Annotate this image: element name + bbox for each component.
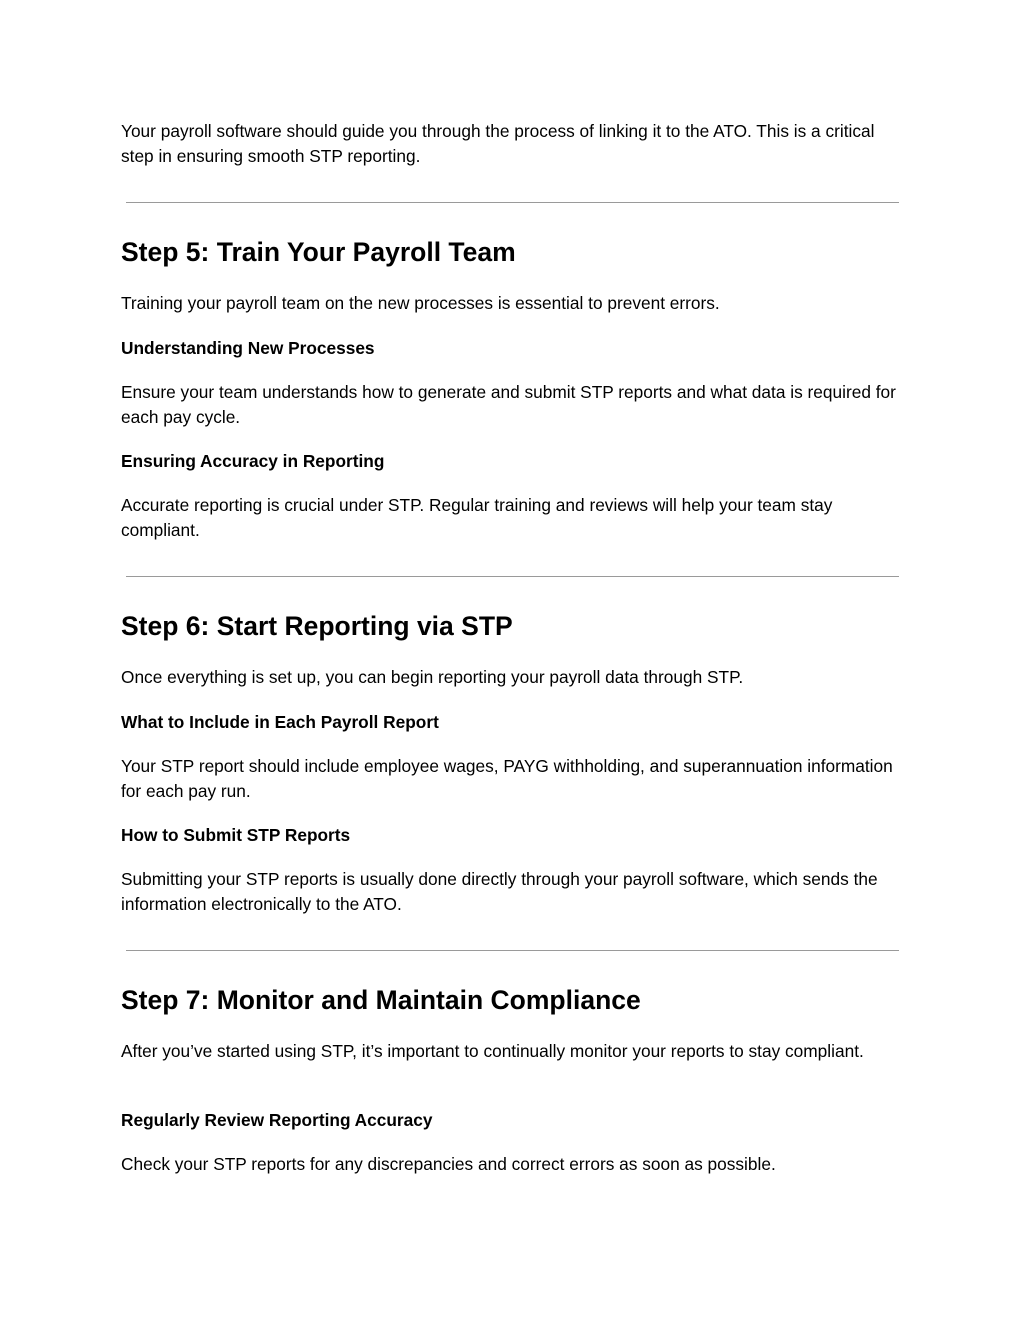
step-6-submit-text: Submitting your STP reports is usually done directly through your payroll software, which sends the information electronically to the ATO. bbox=[121, 869, 878, 914]
intro-paragraph: Your payroll software should guide you through the process of linking it to the ATO. This is a critical step in ensuring smooth STP reporting. bbox=[121, 121, 875, 166]
step-5-subheading-understanding: Understanding New Processes bbox=[121, 338, 375, 358]
step-5-accuracy-text: Accurate reporting is crucial under STP. Regular training and reviews will help your team stay compliant. bbox=[121, 495, 833, 540]
step-6-heading: Step 6: Start Reporting via STP bbox=[121, 611, 513, 641]
step-5-subheading-accuracy: Ensuring Accuracy in Reporting bbox=[121, 451, 385, 471]
step-7-review-text: Check your STP reports for any discrepancies and correct errors as soon as possible. bbox=[121, 1154, 776, 1174]
step-6-intro: Once everything is set up, you can begin reporting your payroll data through STP. bbox=[121, 667, 744, 687]
section-divider bbox=[126, 202, 899, 203]
step-7-subheading-review: Regularly Review Reporting Accuracy bbox=[121, 1110, 433, 1130]
step-7-heading: Step 7: Monitor and Maintain Compliance bbox=[121, 985, 641, 1015]
step-6-include-text: Your STP report should include employee wages, PAYG withholding, and superannuation information for each pay run. bbox=[121, 756, 893, 801]
step-5-heading: Step 5: Train Your Payroll Team bbox=[121, 237, 516, 267]
section-divider bbox=[126, 576, 899, 577]
step-7-intro: After you’ve started using STP, it’s important to continually monitor your reports to stay compliant. bbox=[121, 1041, 864, 1061]
step-5-understanding-text: Ensure your team understands how to generate and submit STP reports and what data is required for each pay cycle. bbox=[121, 382, 896, 427]
step-6-subheading-include: What to Include in Each Payroll Report bbox=[121, 712, 439, 732]
section-divider bbox=[126, 950, 899, 951]
step-6-subheading-submit: How to Submit STP Reports bbox=[121, 825, 351, 845]
step-5-intro: Training your payroll team on the new processes is essential to prevent errors. bbox=[121, 293, 720, 313]
